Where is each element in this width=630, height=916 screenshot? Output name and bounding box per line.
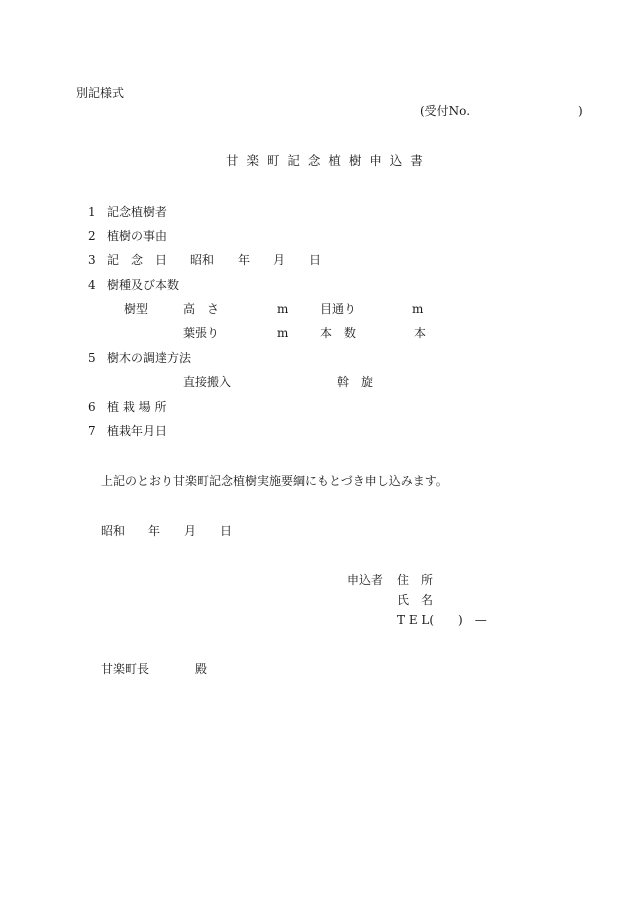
item-7-number: 7: [88, 424, 96, 438]
item-5-number: 5: [88, 351, 96, 365]
applicant-address-label: 住 所: [397, 573, 434, 587]
count-label: 本 数: [320, 326, 357, 340]
height-unit: m: [277, 302, 289, 316]
spread-label: 葉張り: [183, 326, 220, 340]
item-6-label: 植 栽 場 所: [107, 400, 167, 414]
tree-type-label: 樹型: [124, 302, 149, 316]
item-3-day: 日: [309, 253, 322, 267]
application-statement: 上記のとおり甘楽町記念植樹実施要綱にもとづき申し込みます。: [101, 474, 448, 488]
date-era: 昭和: [101, 524, 126, 538]
item-2-number: 2: [88, 229, 96, 243]
item-7-label: 植栽年月日: [107, 424, 168, 438]
height-label: 高 さ: [183, 302, 220, 316]
receipt-number: (受付No. ): [420, 104, 583, 118]
applicant-label: 申込者: [347, 573, 384, 587]
item-3-month: 月: [273, 253, 286, 267]
count-unit: 本: [414, 326, 427, 340]
item-6-number: 6: [88, 400, 96, 414]
applicant-tel-label: T E L( ) —: [397, 613, 487, 627]
applicant-name-label: 氏 名: [397, 593, 434, 607]
item-3-era: 昭和: [190, 253, 215, 267]
item-3-label: 記 念 日: [107, 253, 168, 267]
item-4-label: 樹種及び本数: [107, 278, 180, 292]
form-label: 別記様式: [76, 86, 125, 100]
item-4-number: 4: [88, 278, 96, 292]
date-year: 年: [148, 524, 161, 538]
item-1-number: 1: [88, 205, 96, 219]
date-day: 日: [220, 524, 233, 538]
item-3-number: 3: [88, 253, 96, 267]
addressee: 甘楽町長: [101, 662, 150, 676]
item-1-label: 記念植樹者: [107, 205, 168, 219]
document-title: 甘 楽 町 記 念 植 樹 申 込 書: [226, 153, 425, 168]
girth-unit: m: [412, 302, 424, 316]
girth-label: 目通り: [320, 302, 357, 316]
spread-unit: m: [277, 326, 289, 340]
item-5-label: 樹木の調達方法: [107, 351, 192, 365]
addressee-honorific: 殿: [195, 662, 208, 676]
item-2-label: 植樹の事由: [107, 229, 168, 243]
procurement-direct: 直接搬入: [183, 375, 232, 389]
date-month: 月: [184, 524, 197, 538]
item-3-year: 年: [238, 253, 251, 267]
procurement-mediation: 斡 旋: [337, 375, 374, 389]
